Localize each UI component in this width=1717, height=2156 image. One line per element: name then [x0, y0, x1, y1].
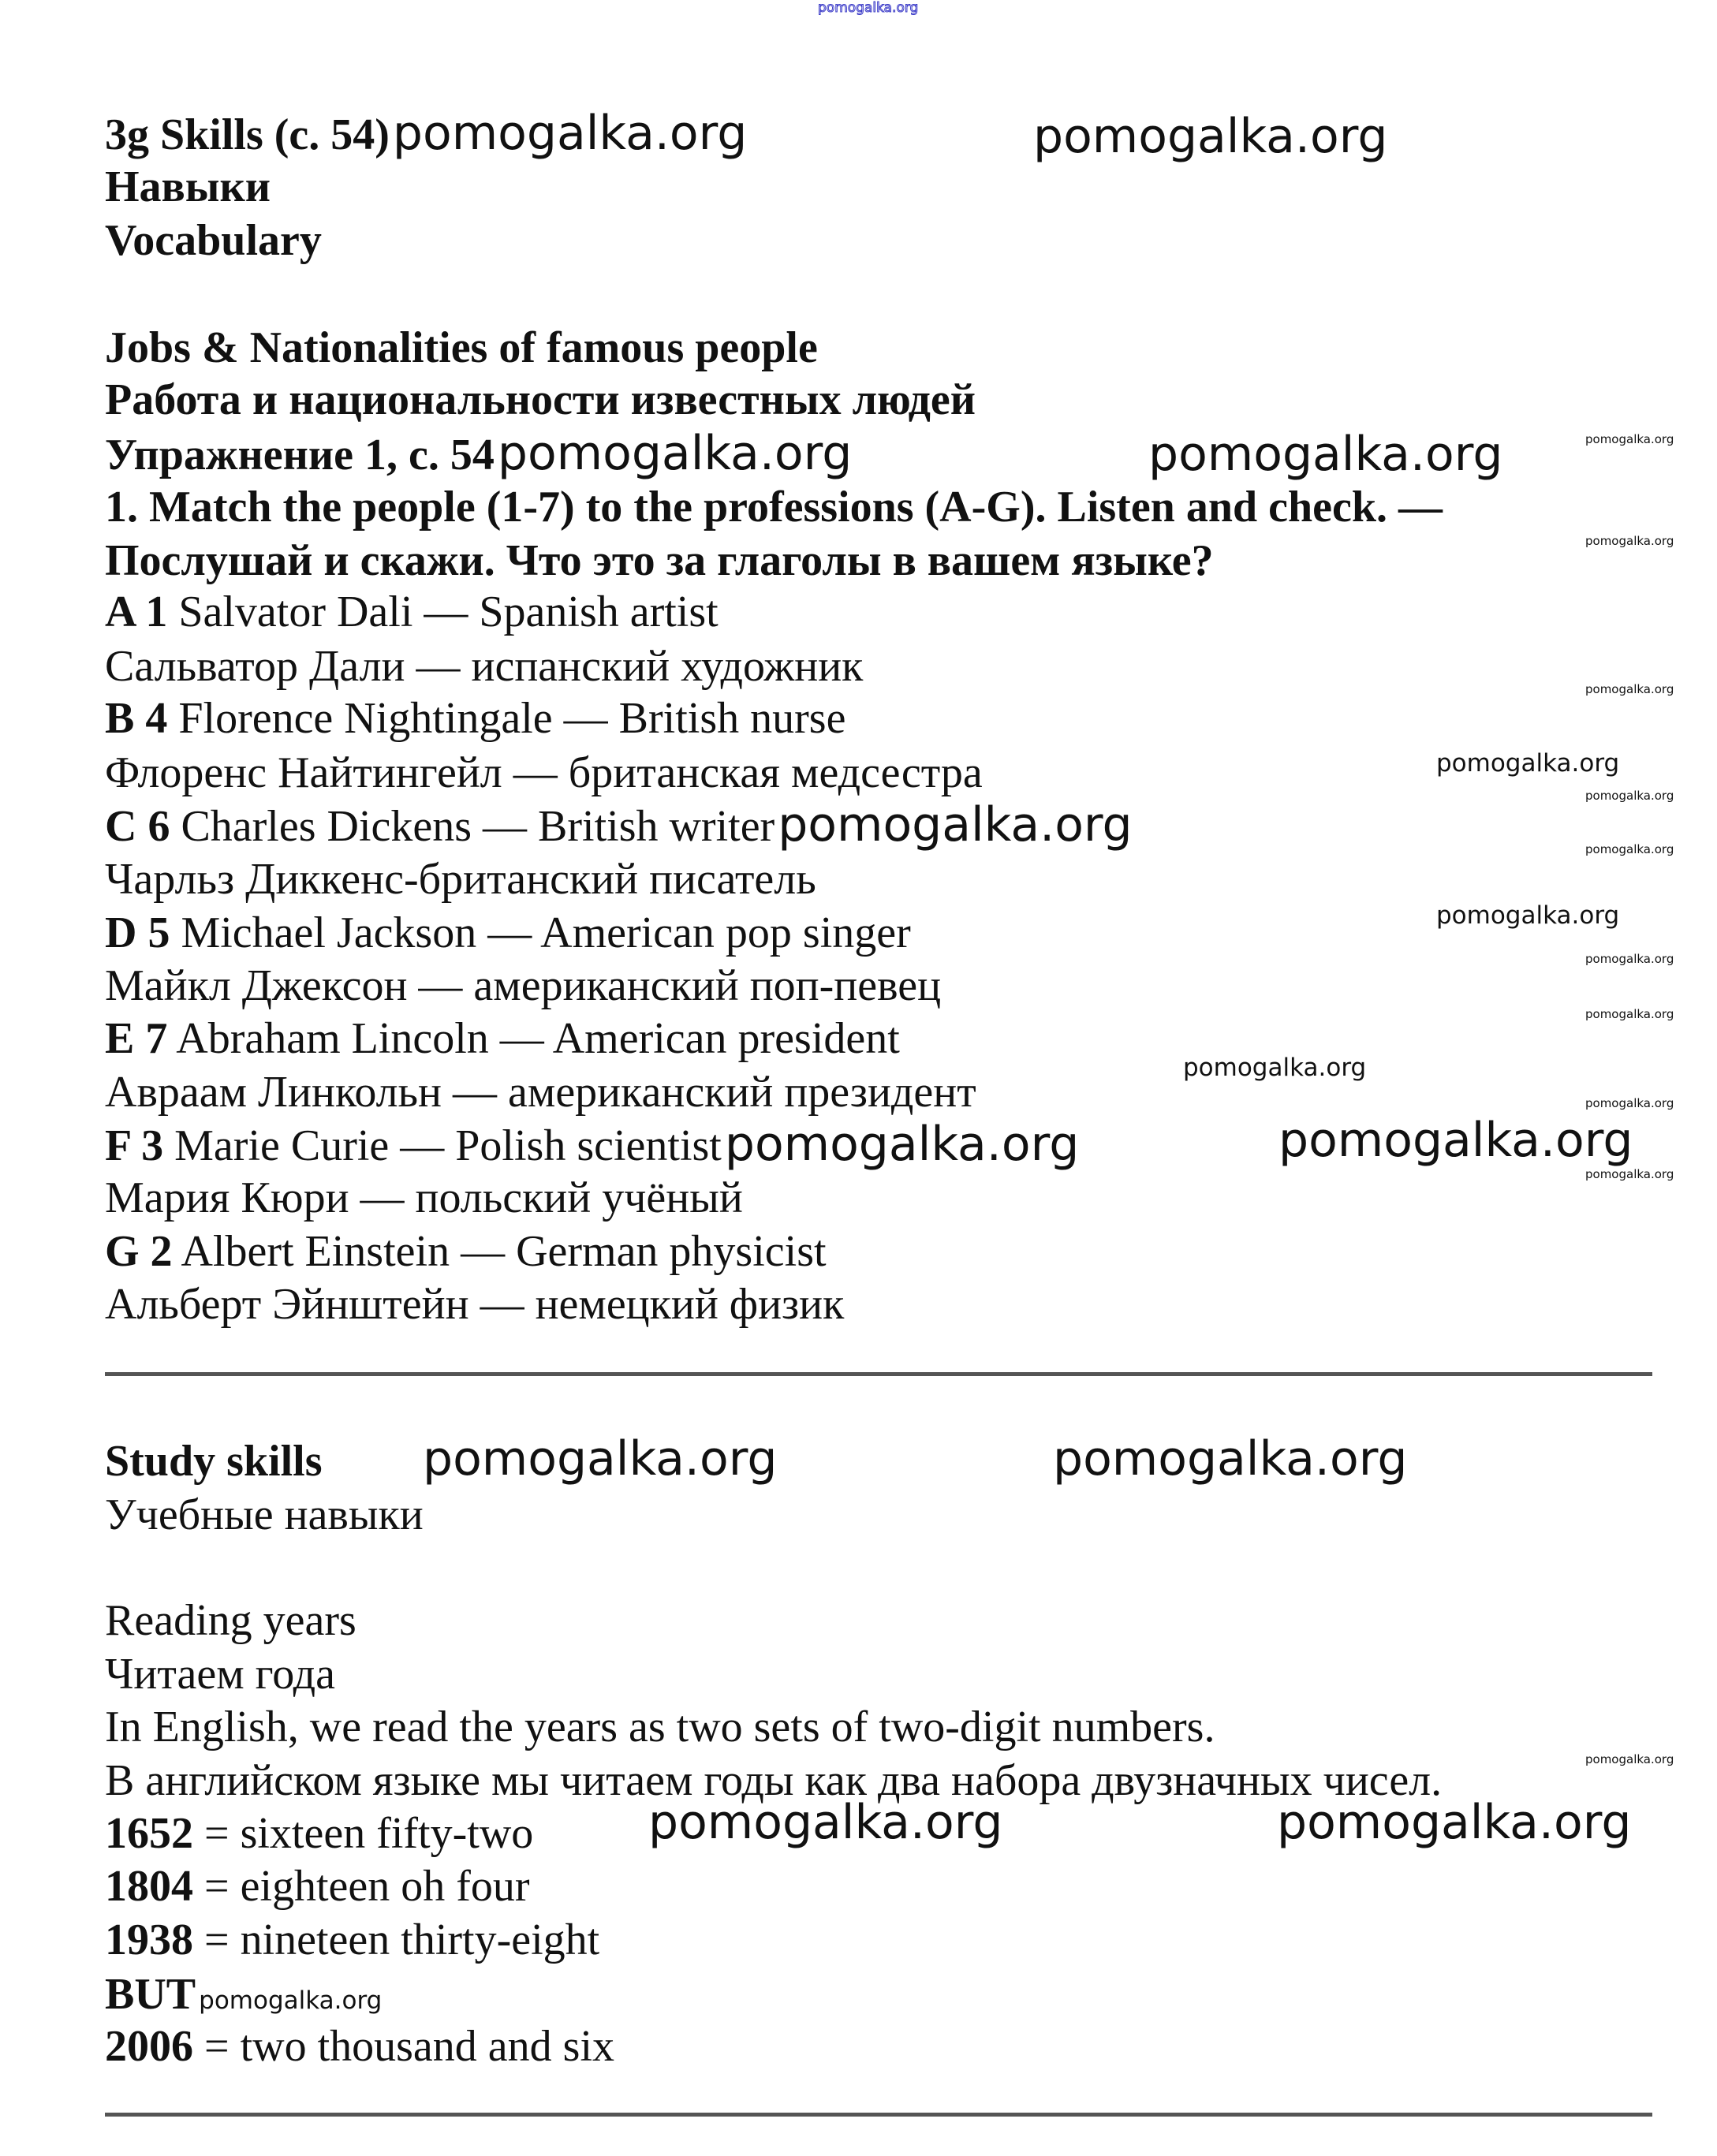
text-line [105, 1068, 976, 1117]
watermark: pomogalka.org [1148, 427, 1503, 482]
line-text-part: Charles Dickens — British writer [170, 802, 775, 851]
line-text-part: Майкл Джексон — американский поп-певец [105, 961, 942, 1010]
watermark: pomogalka.org [1585, 841, 1674, 856]
text-line [105, 536, 1214, 585]
watermark: pomogalka.org [1053, 1431, 1408, 1486]
line-bold-part: G 2 [105, 1227, 173, 1276]
line-bold-part: B 4 [105, 694, 168, 743]
line-text-part: = sixteen fifty-two [193, 1809, 534, 1858]
watermark: pomogalka.org [423, 1431, 778, 1486]
watermark: pomogalka.org [1278, 1113, 1633, 1168]
watermark: pomogalka.org [1585, 1751, 1674, 1766]
watermark: pomogalka.org [199, 1986, 383, 2015]
line-bold-part: BUT [105, 1970, 196, 2019]
text-line [105, 483, 1443, 532]
watermark: pomogalka.org [1436, 748, 1620, 778]
text-line [105, 908, 911, 957]
watermark: pomogalka.org [724, 1117, 1080, 1172]
text-line [105, 797, 1133, 852]
watermark: pomogalka.org [1033, 109, 1388, 164]
watermark: pomogalka.org [1585, 788, 1674, 803]
line-text-part: In English, we read the years as two sets of two-digit numbers. [105, 1703, 1215, 1751]
divider [105, 2113, 1652, 2117]
line-bold-part: Study skills [105, 1437, 323, 1486]
text-line [105, 1117, 1080, 1172]
line-bold-part: Навыки [105, 162, 271, 211]
text-line [105, 694, 845, 743]
line-bold-part: F 3 [105, 1121, 164, 1170]
line-bold-part: C 6 [105, 802, 170, 851]
text-line [105, 216, 322, 265]
text-line [105, 1970, 382, 2019]
line-bold-part: 1938 [105, 1915, 193, 1964]
line-bold-part: 1652 [105, 1809, 193, 1858]
watermark: pomogalka.org [648, 1795, 1003, 1850]
line-text-part: Альберт Эйнштейн — немецкий физик [105, 1280, 845, 1329]
line-text-part: Michael Jackson — American pop singer [170, 908, 911, 957]
watermark: pomogalka.org [392, 106, 748, 161]
text-line [105, 375, 976, 424]
line-text-part: В английском языке мы читаем годы как два набора двузначных чисел. [105, 1756, 1443, 1805]
line-text-part: = nineteen thirty-eight [193, 1915, 600, 1964]
text-line [105, 2022, 614, 2071]
text-line [105, 1703, 1215, 1751]
line-bold-part: A 1 [105, 587, 168, 636]
watermark: pomogalka.org [1585, 681, 1674, 696]
line-text-part: Salvator Dali — Spanish artist [167, 587, 719, 636]
line-bold-part: D 5 [105, 908, 170, 957]
text-line [105, 162, 271, 211]
text-line [105, 1650, 335, 1699]
text-line [105, 961, 941, 1010]
line-bold-part: 2006 [105, 2022, 193, 2071]
line-text-part: Авраам Линкольн — американский президент [105, 1068, 976, 1117]
line-bold-part: E 7 [105, 1014, 168, 1063]
line-bold-part: Послушай и скажи. Что это за глаголы в вашем языке? [105, 536, 1214, 585]
line-bold-part: 1. Match the people (1-7) to the professions (A-G). Listen and check. — [105, 483, 1443, 532]
text-line [105, 1014, 900, 1063]
line-bold-part: Jobs & Nationalities of famous people [105, 323, 818, 372]
text-line [105, 1490, 424, 1539]
line-bold-part: 1804 [105, 1862, 193, 1911]
line-text-part: Мария Кюри — польский учёный [105, 1173, 743, 1222]
watermark: pomogalka.org [1183, 1053, 1367, 1082]
line-text-part: Чарльз Диккенс-британский писатель [105, 855, 816, 904]
watermark: pomogalka.org [1277, 1795, 1632, 1850]
line-text-part: Читаем года [105, 1650, 335, 1699]
text-line [105, 587, 719, 636]
text-line [105, 1809, 533, 1858]
text-line [105, 855, 816, 904]
text-line [105, 1280, 844, 1329]
text-line [105, 1915, 599, 1964]
watermark: pomogalka.org [1585, 1095, 1674, 1110]
watermark: pomogalka.org [1585, 431, 1674, 446]
text-line [105, 1173, 743, 1222]
watermark: pomogalka.org [1585, 1006, 1674, 1021]
line-text-part: Abraham Lincoln — American president [167, 1014, 900, 1063]
line-text-part: Albert Einstein — German physicist [172, 1227, 827, 1276]
text-line [105, 1596, 356, 1645]
watermark: pomogalka.org [1585, 951, 1674, 966]
line-text-part: Флоренс Найтингейл — британская медсестра [105, 748, 983, 797]
watermark: pomogalka.org [497, 426, 853, 481]
line-bold-part: Vocabulary [105, 216, 322, 265]
divider [105, 1372, 1652, 1376]
text-line [105, 106, 748, 161]
line-text-part: = two thousand and six [193, 2022, 614, 2071]
text-line [105, 1227, 827, 1276]
line-bold-part: Упражнение 1, с. 54 [105, 431, 495, 479]
watermark: pomogalka.org [1585, 533, 1674, 548]
text-line [105, 1437, 323, 1486]
text-line [105, 323, 818, 372]
line-text-part: Reading years [105, 1596, 356, 1645]
text-line [105, 1862, 530, 1911]
line-text-part: Marie Curie — Polish scientist [163, 1121, 722, 1170]
watermark: pomogalka.org [778, 797, 1133, 852]
watermark: pomogalka.org [1436, 901, 1620, 930]
text-line [105, 426, 853, 481]
text-line [105, 748, 983, 797]
line-text-part: Florence Nightingale — British nurse [167, 694, 846, 743]
line-text-part: Учебные навыки [105, 1490, 424, 1539]
line-text-part: Сальватор Дали — испанский художник [105, 642, 864, 691]
line-text-part: = eighteen oh four [193, 1862, 530, 1911]
watermark: pomogalka.org [1585, 1166, 1674, 1181]
line-bold-part: Работа и национальности известных людей [105, 375, 976, 424]
text-line [105, 642, 863, 691]
line-bold-part: 3g Skills (с. 54) [105, 110, 390, 159]
top-watermark: pomogalka.org [818, 0, 919, 16]
